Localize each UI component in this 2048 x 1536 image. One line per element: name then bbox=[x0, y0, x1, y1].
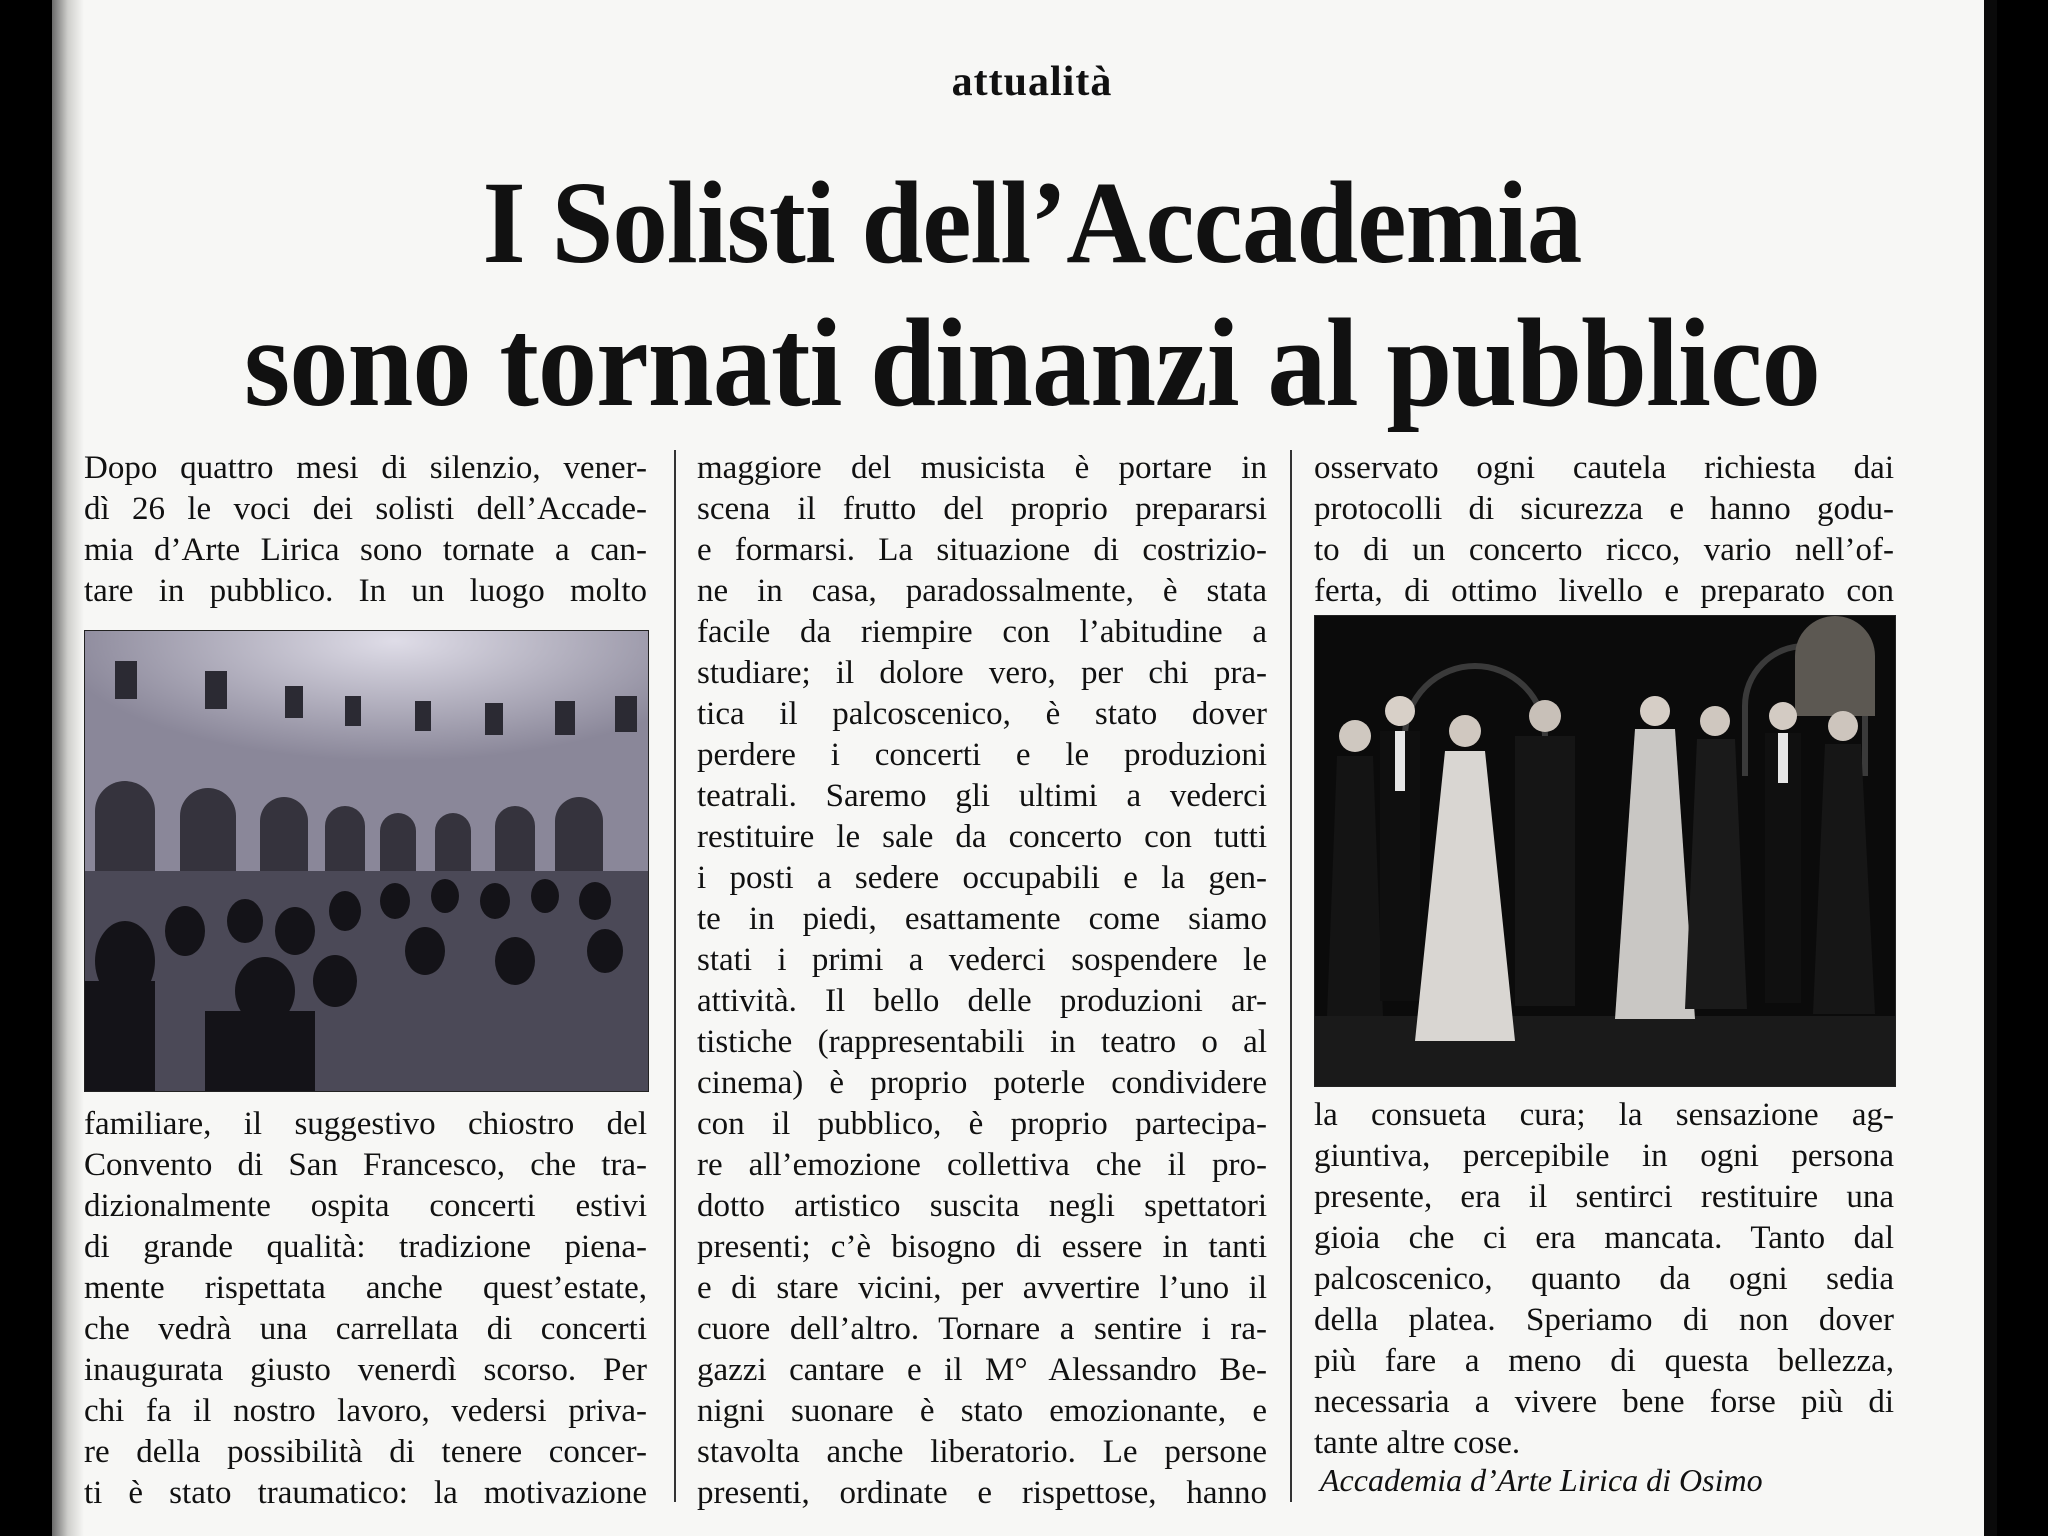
column-divider bbox=[1290, 450, 1292, 1502]
text-line: cinema) è proprio poterle condividere bbox=[697, 1065, 1267, 1101]
text-line: stati i primi a vederci sospendere le bbox=[697, 942, 1267, 978]
text-line: re della possibilità di tenere concer- bbox=[84, 1434, 647, 1470]
soloists-group-photo bbox=[1314, 615, 1896, 1087]
text-line: dizionalmente ospita concerti estivi bbox=[84, 1188, 647, 1224]
text-line: i posti a sedere occupabili e la gen- bbox=[697, 860, 1267, 896]
headline-line-1: I Solisti dell’Accademia bbox=[482, 157, 1582, 288]
text-line: to di un concerto ricco, vario nell’of- bbox=[1314, 532, 1894, 568]
section-label: attualità bbox=[951, 59, 1113, 105]
text-line: Convento di San Francesco, che tra- bbox=[84, 1147, 647, 1183]
text-line: restituire le sale da concerto con tutti bbox=[697, 819, 1267, 855]
text-line: presenti; c’è bisogno di essere in tanti bbox=[697, 1229, 1267, 1265]
text-line: della platea. Speriamo di non dover bbox=[1314, 1302, 1894, 1338]
headline-line-2: sono tornati dinanzi al pubblico bbox=[244, 294, 1820, 433]
text-line: osservato ogni cautela richiesta dai bbox=[1314, 450, 1894, 486]
column-divider bbox=[674, 450, 676, 1502]
text-line: palcoscenico, quanto da ogni sedia bbox=[1314, 1261, 1894, 1297]
text-line: stavolta anche liberatorio. Le persone bbox=[697, 1434, 1267, 1470]
cloister-concert-photo bbox=[84, 630, 649, 1092]
text-line: te in piedi, esattamente come siamo bbox=[697, 901, 1267, 937]
text-line: scena il frutto del proprio prepararsi bbox=[697, 491, 1267, 527]
text-line: tante altre cose. bbox=[1314, 1425, 1521, 1461]
text-line: ti è stato traumatico: la motivazione bbox=[84, 1475, 647, 1511]
text-line: gioia che ci era mancata. Tanto dal bbox=[1314, 1220, 1894, 1256]
text-line: necessaria a vivere bene forse più di bbox=[1314, 1384, 1894, 1420]
text-line: che vedrà una carrellata di concerti bbox=[84, 1311, 647, 1347]
text-line: nigni suonare è stato emozionante, e bbox=[697, 1393, 1267, 1429]
soloists-photo-image bbox=[1315, 616, 1895, 1086]
text-line: maggiore del musicista è portare in bbox=[697, 450, 1267, 486]
text-line: mia d’Arte Lirica sono tornate a can- bbox=[84, 532, 647, 568]
article-signature: Accademia d’Arte Lirica di Osimo bbox=[1320, 1462, 1763, 1498]
text-line: con il pubblico, è proprio partecipa- bbox=[697, 1106, 1267, 1142]
text-line: attività. Il bello delle produzioni ar- bbox=[697, 983, 1267, 1019]
text-line: studiare; il dolore vero, per chi pra- bbox=[697, 655, 1267, 691]
text-line: Dopo quattro mesi di silenzio, vener- bbox=[84, 450, 647, 486]
text-line: protocolli di sicurezza e hanno godu- bbox=[1314, 491, 1894, 527]
text-line: chi fa il nostro lavoro, vedersi priva- bbox=[84, 1393, 647, 1429]
text-line: presente, era il sentirci restituire una bbox=[1314, 1179, 1894, 1215]
text-line: ne in casa, paradossalmente, è stata bbox=[697, 573, 1267, 609]
column-2 bbox=[697, 448, 1267, 1514]
text-line: teatrali. Saremo gli ultimi a vederci bbox=[697, 778, 1267, 814]
text-line: tare in pubblico. In un luogo molto bbox=[84, 573, 647, 609]
text-line: perdere i concerti e le produzioni bbox=[697, 737, 1267, 773]
text-line: re all’emozione collettiva che il pro- bbox=[697, 1147, 1267, 1183]
text-line: e formarsi. La situazione di costrizio- bbox=[697, 532, 1267, 568]
text-line: tistiche (rappresentabili in teatro o al bbox=[697, 1024, 1267, 1060]
column-3-bottom bbox=[1314, 1095, 1894, 1464]
text-line: ferta, di ottimo livello e preparato con bbox=[1314, 573, 1894, 609]
text-line: giuntiva, percepibile in ogni persona bbox=[1314, 1138, 1894, 1174]
page-gutter-shadow bbox=[52, 0, 84, 1536]
text-line: dì 26 le voci dei solisti dell’Accade- bbox=[84, 491, 647, 527]
column-3-top bbox=[1314, 448, 1894, 612]
text-line: mente rispettata anche quest’estate, bbox=[84, 1270, 647, 1306]
text-line: presenti, ordinate e rispettose, hanno bbox=[697, 1475, 1267, 1511]
newspaper-page bbox=[52, 0, 1997, 1536]
text-line: gazzi cantare e il M° Alessandro Be- bbox=[697, 1352, 1267, 1388]
text-line: di grande qualità: tradizione piena- bbox=[84, 1229, 647, 1265]
column-1-bottom bbox=[84, 1104, 647, 1514]
text-line: facile da riempire con l’abitudine a bbox=[697, 614, 1267, 650]
text-line: dotto artistico suscita negli spettatori bbox=[697, 1188, 1267, 1224]
text-line: tica il palcoscenico, è stato dover bbox=[697, 696, 1267, 732]
text-line: cuore dell’altro. Tornare a sentire i ra- bbox=[697, 1311, 1267, 1347]
column-1-top bbox=[84, 448, 647, 612]
text-line: più fare a meno di questa bellezza, bbox=[1314, 1343, 1894, 1379]
text-line: la consueta cura; la sensazione ag- bbox=[1314, 1097, 1894, 1133]
cloister-photo-image bbox=[85, 631, 648, 1091]
page-edge bbox=[1984, 0, 1997, 1536]
text-line: familiare, il suggestivo chiostro del bbox=[84, 1106, 647, 1142]
text-line: e di stare vicini, per avvertire l’uno il bbox=[697, 1270, 1267, 1306]
text-line: inaugurata giusto venerdì scorso. Per bbox=[84, 1352, 647, 1388]
